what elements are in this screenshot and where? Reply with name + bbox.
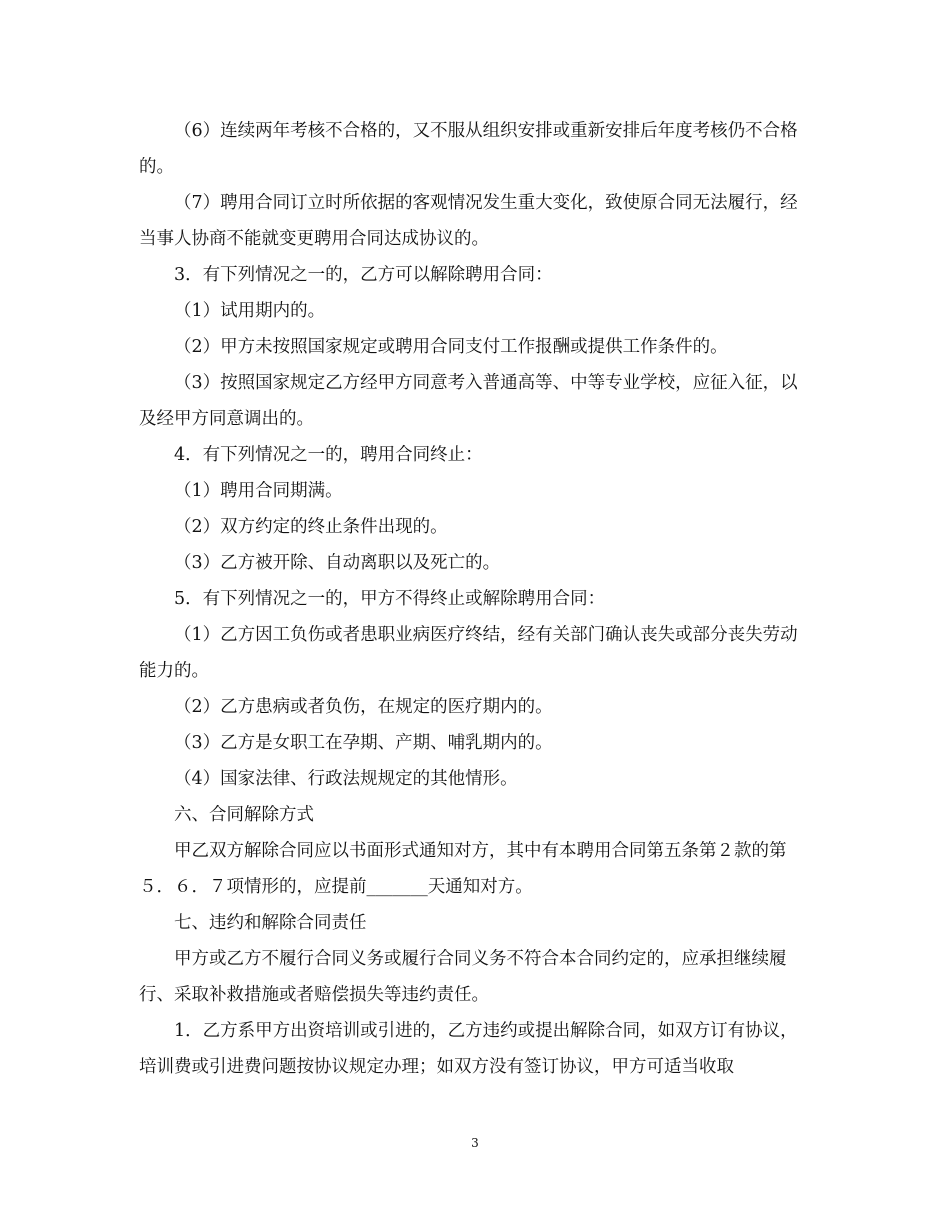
- paragraph: （3）乙方被开除、自动离职以及死亡的。: [174, 553, 501, 573]
- paragraph: （6）连续两年考核不合格的，又不服从组织安排或重新安排后年度考核仍不合格的。: [139, 121, 798, 177]
- section-heading: 七、违约和解除合同责任: [174, 913, 367, 933]
- paragraph: 4．有下列情况之一的，聘用合同终止：: [174, 445, 483, 465]
- document-body: [139, 113, 811, 1085]
- paragraph: 3．有下列情况之一的，乙方可以解除聘用合同：: [174, 265, 553, 285]
- paragraph: （7）聘用合同订立时所依据的客观情况发生重大变化，致使原合同无法履行，经当事人协商不能就变更聘用合同达成协议的。: [139, 193, 798, 249]
- paragraph: 甲方或乙方不履行合同义务或履行合同义务不符合本合同约定的，应承担继续履行、采取补救措施或者赔偿损失等违约责任。: [139, 949, 787, 1005]
- paragraph: （2）双方约定的终止条件出现的。: [174, 517, 448, 537]
- paragraph: （4）国家法律、行政法规规定的其他情形。: [174, 769, 518, 789]
- page-number: 3: [471, 1136, 479, 1150]
- paragraph: 甲乙双方解除合同应以书面形式通知对方，其中有本聘用合同第五条第２款的第５．６．７项情形的，应提前_______天通知对方。: [139, 841, 787, 897]
- paragraph: （2）乙方患病或者负伤，在规定的医疗期内的。: [174, 697, 553, 717]
- paragraph: 1．乙方系甲方出资培训或引进的，乙方违约或提出解除合同，如双方订有协议，培训费或引进费问题按协议规定办理；如双方没有签订协议，甲方可适当收取: [139, 1021, 798, 1077]
- paragraph: （1）乙方因工负伤或者患职业病医疗终结，经有关部门确认丧失或部分丧失劳动能力的。: [139, 625, 798, 681]
- section-heading: 六、合同解除方式: [174, 805, 314, 825]
- paragraph: （3）乙方是女职工在孕期、产期、哺乳期内的。: [174, 733, 553, 753]
- paragraph: （2）甲方未按照国家规定或聘用合同支付工作报酬或提供工作条件的。: [174, 337, 728, 357]
- paragraph: 5．有下列情况之一的，甲方不得终止或解除聘用合同：: [174, 589, 606, 609]
- paragraph: （1）试用期内的。: [174, 301, 326, 321]
- paragraph: （1）聘用合同期满。: [174, 481, 343, 501]
- paragraph: （3）按照国家规定乙方经甲方同意考入普通高等、中等专业学校，应征入征，以及经甲方同意调出的。: [139, 373, 798, 429]
